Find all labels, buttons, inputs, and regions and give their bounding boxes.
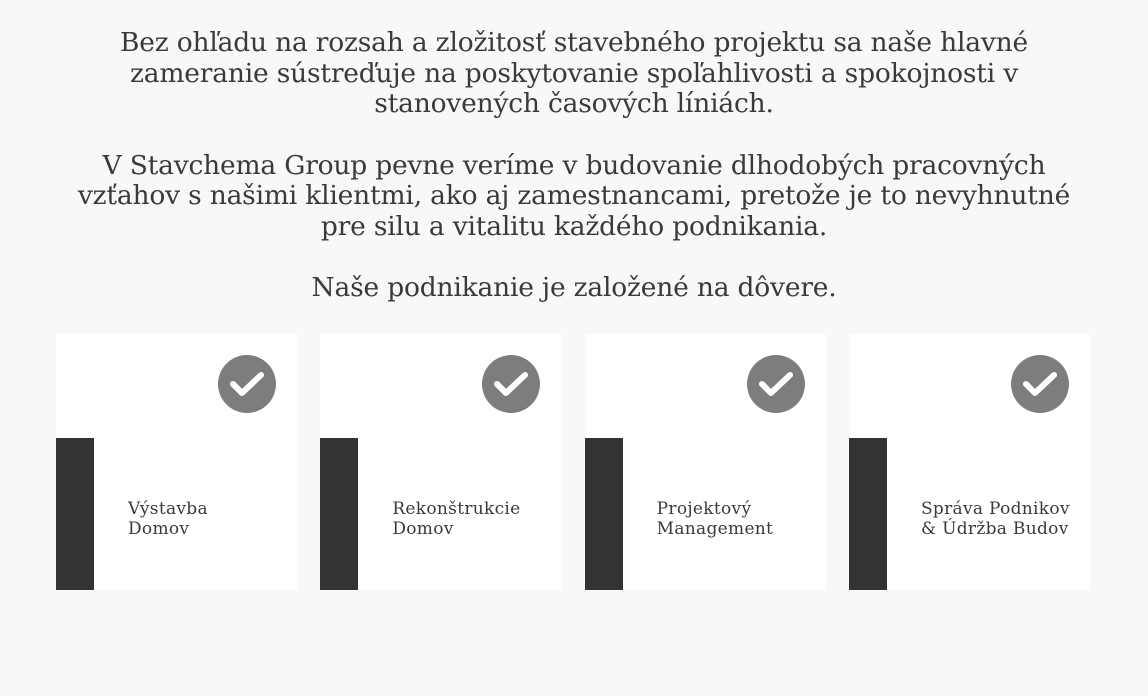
service-card-vystavba[interactable]: [56, 334, 297, 590]
service-label: Rekonštrukcie Domov: [392, 499, 521, 539]
intro-paragraph-3: Naše podnikanie je založené na dôvere.: [311, 272, 837, 303]
service-label: Výstavba Domov: [128, 499, 208, 539]
accent-bar: [585, 438, 623, 590]
intro-paragraph-1: Bez ohľadu na rozsah a zložitosť stavebného projektu sa naše hlavné zameranie sústreďuje na poskytovanie spoľahlivosti a spokojnosti v stanovených časových líniách.: [120, 27, 1028, 119]
check-circle-icon: [1011, 355, 1069, 413]
check-circle-icon: [218, 355, 276, 413]
service-card-projektovy-management[interactable]: [585, 334, 826, 590]
intro-paragraph-2: V Stavchema Group pevne veríme v budovanie dlhodobých pracovných vzťahov s našimi klientmi, ako aj zamestnancami, pretože je to nevyhnutné pre silu a vitalitu každého podnikania.: [77, 149, 1071, 242]
accent-bar: [849, 438, 887, 590]
check-circle-icon: [747, 355, 805, 413]
check-circle-icon: [482, 355, 540, 413]
service-label: Správa Podnikov & Údržba Budov: [920, 499, 1070, 539]
services-grid: [56, 334, 1090, 590]
service-label: Projektový Management: [656, 499, 774, 539]
accent-bar: [320, 438, 358, 590]
service-card-rekonstrukcie[interactable]: [320, 334, 561, 590]
service-card-sprava-podnikov[interactable]: [849, 334, 1090, 590]
intro-text: [74, 28, 1074, 335]
accent-bar: [56, 438, 94, 590]
